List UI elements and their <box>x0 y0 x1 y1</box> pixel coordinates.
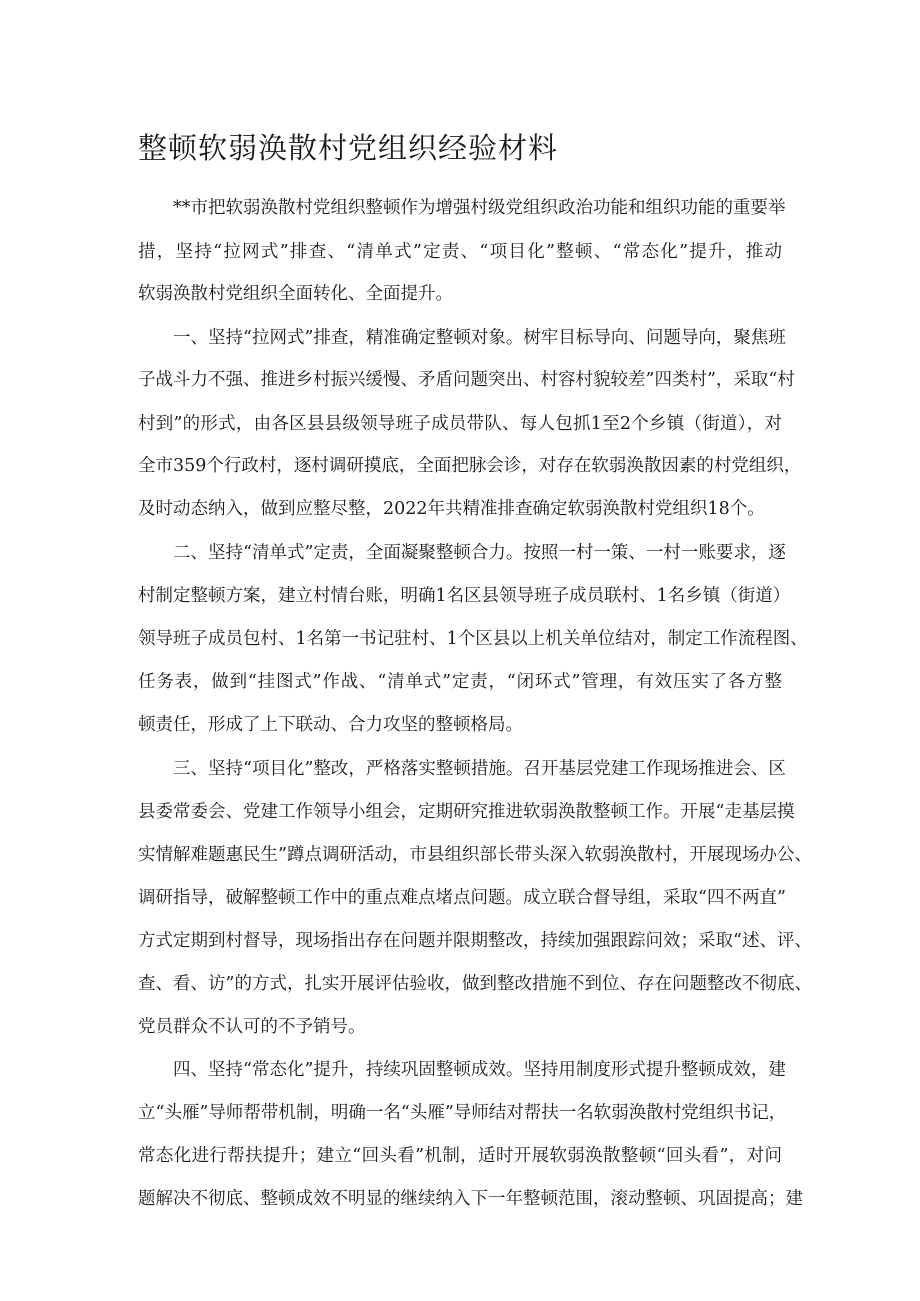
paragraph-4-line-4: 调研指导，破解整顿工作中的重点难点堵点问题。成立联合督导组，采取“四不两直” <box>138 888 786 908</box>
paragraph-5-line-4: 题解决不彻底、整顿成效不明显的继续纳入下一年整顿范围，滚动整顿、巩固提高；建 <box>138 1189 803 1209</box>
paragraph-2-line-3: 村到”的形式，由各区县县级领导班子成员带队、每人包抓1至2个乡镇（街道），对 <box>138 414 782 434</box>
paragraph-2-line-4: 全市359个行政村，逐村调研摸底，全面把脉会诊，对存在软弱涣散因素的村党组织， <box>138 456 802 476</box>
paragraph-4-line-3: 实情解难题惠民生”蹲点调研活动，市县组织部长带头深入软弱涣散村，开展现场办公、 <box>138 845 812 865</box>
paragraph-4-line-7: 党员群众不认可的不予销号。 <box>138 1017 366 1037</box>
paragraph-1-line-3: 软弱涣散村党组织全面转化、全面提升。 <box>138 284 453 304</box>
paragraph-3-line-5: 顿责任，形成了上下联动、合力攻坚的整顿格局。 <box>138 715 523 735</box>
paragraph-2-line-2: 子战斗力不强、推进乡村振兴缓慢、矛盾问题突出、村容村貌较差”四类村”，采取“村 <box>138 370 795 390</box>
paragraph-5-line-3: 常态化进行帮扶提升；建立“回头看”机制，适时开展软弱涣散整顿“回头看”，对问 <box>138 1146 782 1166</box>
paragraph-5-line-2: 立“头雁”导师帮带机制，明确一名“头雁”导师结对帮扶一名软弱涣散村党组织书记， <box>138 1103 787 1123</box>
paragraph-2-line-1: 一、坚持“拉网式”排查，精准确定整顿对象。树牢目标导向、问题导向，聚焦班 <box>173 328 786 348</box>
document-title: 整顿软弱涣散村党组织经验材料 <box>138 131 559 165</box>
paragraph-5-line-1: 四、坚持“常态化”提升，持续巩固整顿成效。坚持用制度形式提升整顿成效，建 <box>173 1060 786 1080</box>
paragraph-1-line-1: **市把软弱涣散村党组织整顿作为增强村级党组织政治功能和组织功能的重要举 <box>173 198 786 218</box>
paragraph-1-line-2: 措，坚持“拉网式”排查、“清单式”定责、“项目化”整顿、“常态化”提升，推动 <box>138 242 782 262</box>
paragraph-4-line-2: 县委常委会、党建工作领导小组会，定期研究推进软弱涣散整顿工作。开展“走基层摸 <box>138 802 795 822</box>
paragraph-3-line-3: 领导班子成员包村、1名第一书记驻村、1个区县以上机关单位结对，制定工作流程图、 <box>138 629 808 649</box>
paragraph-4-line-5: 方式定期到村督导，现场指出存在问题并限期整改，持续加强跟踪问效；采取“述、评、 <box>138 931 812 951</box>
paragraph-4-line-1: 三、坚持“项目化”整改，严格落实整顿措施。召开基层党建工作现场推进会、区 <box>173 759 786 779</box>
paragraph-4-line-6: 查、看、访”的方式，扎实开展评估验收，做到整改措施不到位、存在问题整改不彻底、 <box>138 974 812 994</box>
paragraph-3-line-4: 任务表，做到“挂图式”作战、“清单式”定责，“闭环式”管理，有效压实了各方整 <box>138 672 782 692</box>
paragraph-3-line-2: 村制定整顿方案，建立村情台账，明确1名区县领导班子成员联村、1名乡镇（街道） <box>138 586 791 606</box>
paragraph-3-line-1: 二、坚持“清单式”定责，全面凝聚整顿合力。按照一村一策、一村一账要求，逐 <box>173 543 786 563</box>
paragraph-2-line-5: 及时动态纳入，做到应整尽整，2022年共精准排查确定软弱涣散村党组织18个。 <box>138 499 765 519</box>
